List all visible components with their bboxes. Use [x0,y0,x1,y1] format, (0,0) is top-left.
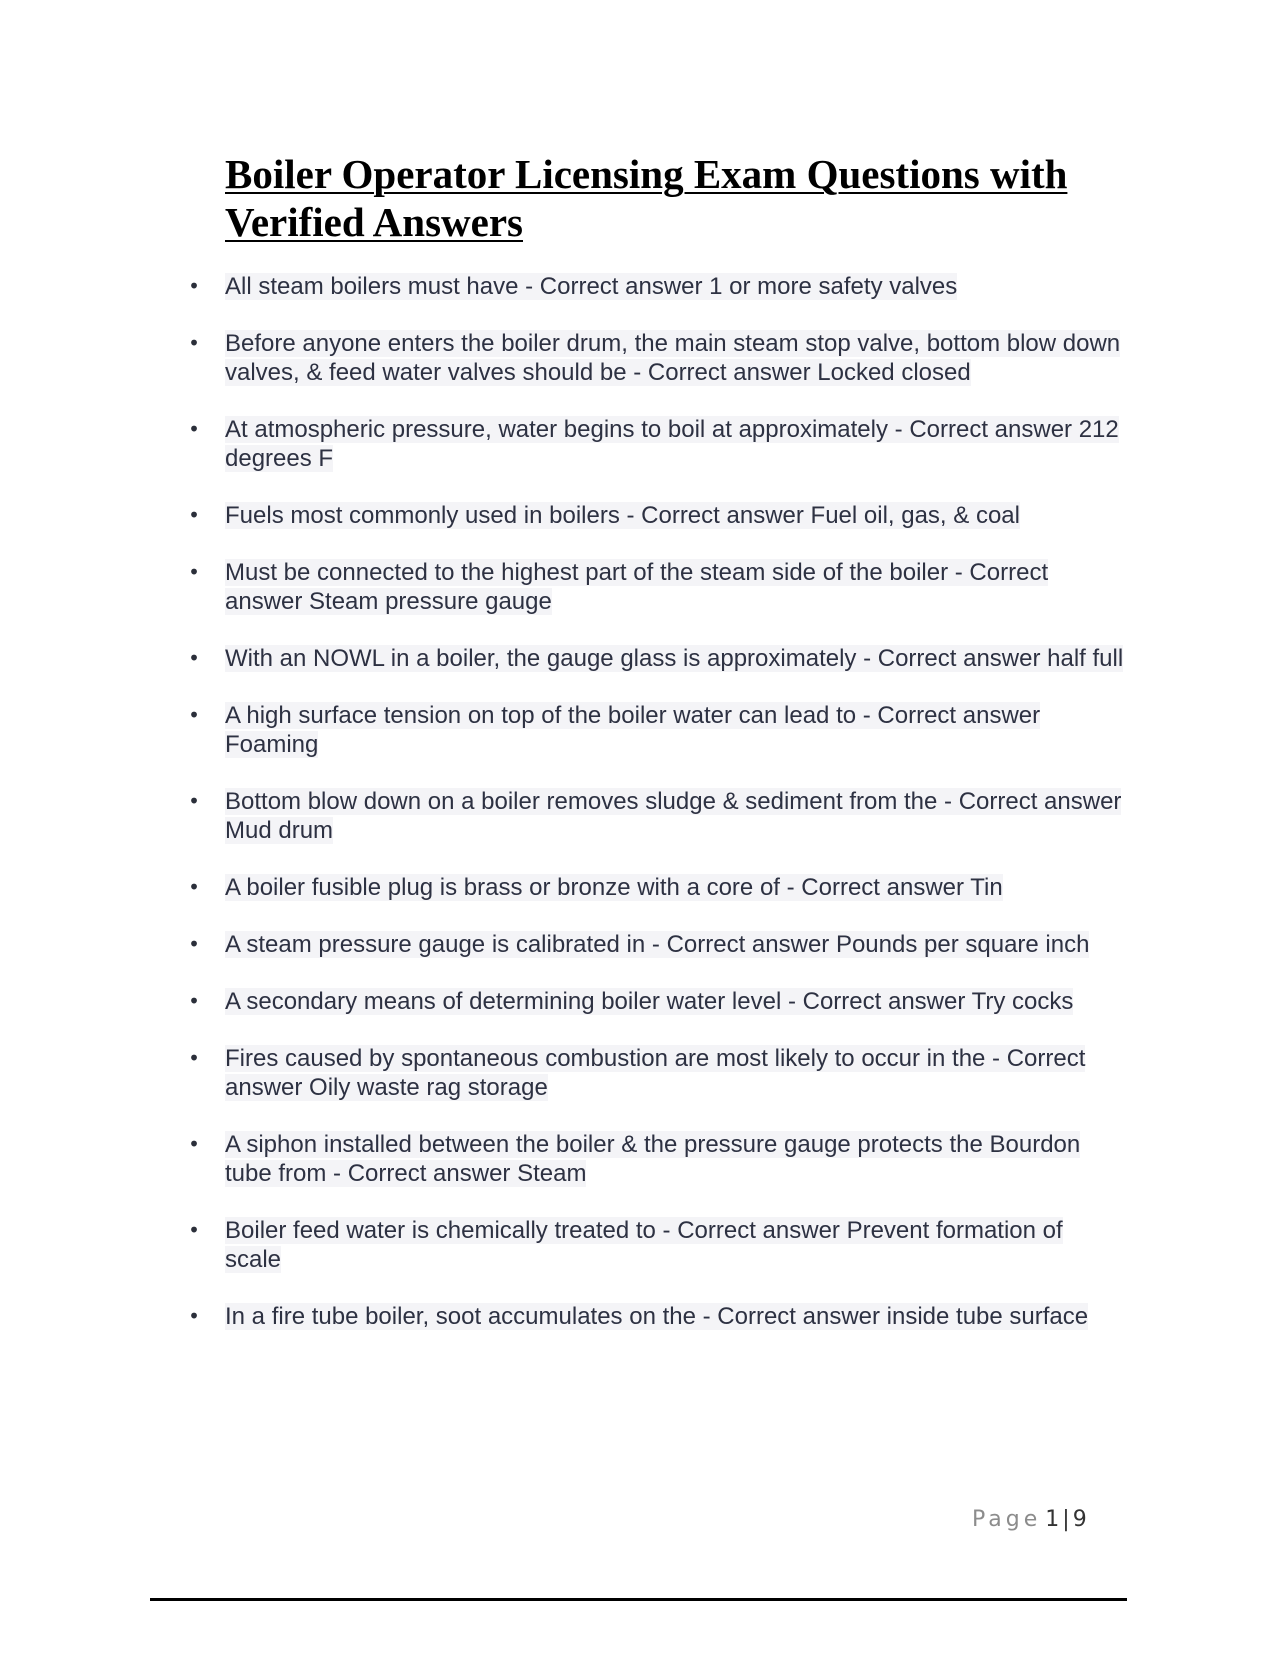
bullet-icon: • [188,703,200,727]
question-answer-text: Must be connected to the highest part of the steam side of the boiler - Correct answer Steam pressure gauge [225,559,1049,615]
bullet-icon: • [188,1304,200,1328]
page-separator: | [1062,1507,1070,1532]
list-item [188,415,1125,473]
question-answer-text: A siphon installed between the boiler & the pressure gauge protects the Bourdon tube from - Correct answer Steam [225,1131,1081,1187]
list-item [188,987,1125,1016]
list-item [188,329,1125,387]
question-answer-list [188,272,1125,1359]
bullet-icon: • [188,417,200,441]
question-answer-text: All steam boilers must have - Correct answer 1 or more safety valves [225,273,958,300]
bullet-icon: • [188,1046,200,1070]
total-pages-number: 9 [1072,1507,1087,1532]
list-item [188,701,1125,759]
list-item [188,1302,1125,1331]
question-answer-text: At atmospheric pressure, water begins to boil at approximately - Correct answer 212 degrees F [225,416,1119,472]
footer-divider [150,1598,1127,1601]
question-answer-text: Before anyone enters the boiler drum, the main steam stop valve, bottom blow down valves, & feed water valves should be - Correct answer Locked closed [225,330,1121,386]
question-answer-text: Fires caused by spontaneous combustion are most likely to occur in the - Correct answer Oily waste rag storage [225,1045,1086,1101]
bullet-icon: • [188,560,200,584]
document-title: Boiler Operator Licensing Exam Questions with Verified Answers [225,151,1068,245]
bullet-icon: • [188,989,200,1013]
bullet-icon: • [188,646,200,670]
bullet-icon: • [188,331,200,355]
page-number [972,1505,1087,1535]
question-answer-text: A steam pressure gauge is calibrated in - Correct answer Pounds per square inch [225,931,1090,958]
list-item [188,873,1125,902]
bullet-icon: • [188,932,200,956]
list-item [188,1216,1125,1274]
list-item [188,787,1125,845]
list-item [188,930,1125,959]
bullet-icon: • [188,789,200,813]
question-answer-text: With an NOWL in a boiler, the gauge glass is approximately - Correct answer half full [225,645,1124,672]
question-answer-text: In a fire tube boiler, soot accumulates on the - Correct answer inside tube surface [225,1303,1089,1330]
list-item [188,272,1125,301]
bullet-icon: • [188,1132,200,1156]
bullet-icon: • [188,875,200,899]
question-answer-text: A secondary means of determining boiler water level - Correct answer Try cocks [225,988,1074,1015]
list-item [188,644,1125,673]
bullet-icon: • [188,274,200,298]
list-item [188,558,1125,616]
question-answer-text: Fuels most commonly used in boilers - Correct answer Fuel oil, gas, & coal [225,502,1020,529]
bullet-icon: • [188,1218,200,1242]
list-item [188,501,1125,530]
question-answer-text: Bottom blow down on a boiler removes sludge & sediment from the - Correct answer Mud drum [225,788,1122,844]
question-answer-text: A high surface tension on top of the boiler water can lead to - Correct answer Foaming [225,702,1041,758]
question-answer-text: A boiler fusible plug is brass or bronze with a core of - Correct answer Tin [225,874,1003,901]
list-item [188,1130,1125,1188]
question-answer-text: Boiler feed water is chemically treated to - Correct answer Prevent formation of scale [225,1217,1063,1273]
page-label: Page [972,1507,1042,1532]
bullet-icon: • [188,503,200,527]
list-item [188,1044,1125,1102]
current-page-number: 1 [1045,1507,1060,1532]
